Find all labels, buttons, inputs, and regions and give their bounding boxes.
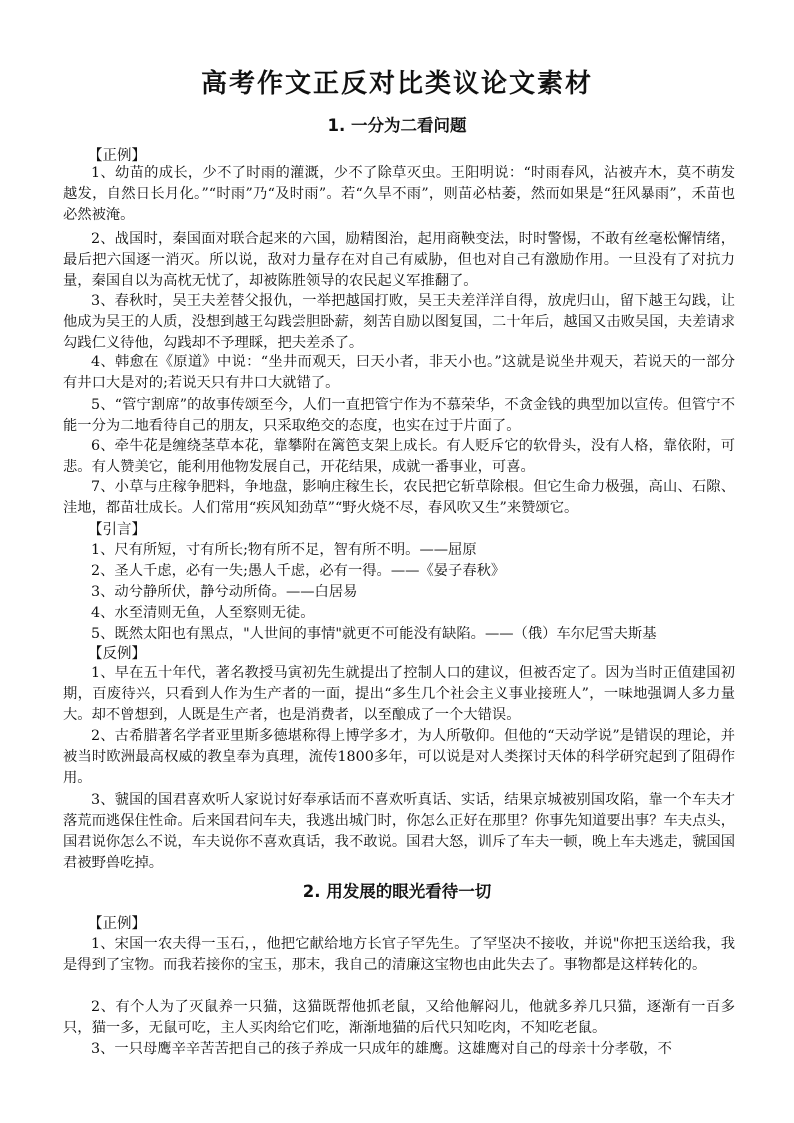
section-2-positive-paragraph: 2、有个人为了灭鼠养一只猫，这猫既帮他抓老鼠，又给他解闷儿，他就多养几只猫，逐渐有一百多只，猫一多，无鼠可吃，主人买肉给它们吃，渐渐地猫的后代只知吃肉，不知吃老鼠。: [63, 999, 735, 1036]
quote-item: 3、动兮静所伏，静兮动所倚。——白居易: [91, 584, 358, 600]
section-1-negative-paragraph: 2、古希腊著名学者亚里斯多德堪称得上博学多才，为人所敬仰。但他的“天动学说”是错误的理论，并被当时欧洲最高权威的教皇奉为真理，流传1800多年，可以说是对人类探讨天体的科学研究起到了阻碍作用。: [63, 728, 735, 786]
section-1-positive-paragraph: 7、小草与庄稼争肥料，争地盘，影响庄稼生长，农民把它斩草除根。但它生命力极强，高山、石隙、洼地，都苗壮成长。人们常用“疾风知劲草”“野火烧不尽，春风吹又生”来赞颂它。: [63, 479, 735, 516]
section-1-positive-paragraph: 5、“管宁割席”的故事传颂至今，人们一直把管宁作为不慕荣华，不贪金钱的典型加以宣传。但管宁不能一分为二地看待自己的朋友，只采取绝交的态度，也实在过于片面了。: [63, 397, 735, 434]
quote-item: 4、水至清则无鱼，人至察则无徒。: [91, 605, 315, 621]
section-1-negative-label: 【反例】: [88, 646, 146, 662]
section-2-positive-paragraph: 1、宋国一农夫得一玉石，，他把它献给地方长官子罕先生。了罕坚决不接收，并说"你把玉送给我，我是得到了宝物。而我若接你的宝玉，那末，我自己的清廉这宝物也由此失去了。事物都是这样转化的。: [63, 936, 735, 973]
section-1-positive-paragraph: 2、战国时，秦国面对联合起来的六国，励精图治，起用商鞅变法，时时警惕，不敢有丝毫松懈情绪，最后把六国逐一消灭。所以说，敌对力量存在对自己有威胁，但也对自己有激励作用。一旦没有了对抗力量，秦国自以为高枕无忧了，却被陈胜领导的农民起义军推翻了。: [63, 231, 735, 289]
section-1-positive-paragraph: 3、春秋时，吴王夫差替父报仇，一举把越国打败，吴王夫差洋洋自得，放虎归山，留下越王勾践，让他成为吴王的人质，没想到越王勾践尝胆卧薪，刻苦自励以图复国，二十年后，越国又击败吴国，夫差请求勾践仁义待他，勾践却不予理睬，把夫差杀了。: [63, 293, 735, 351]
section-1-negative-paragraph: 1、早在五十年代，著名教授马寅初先生就提出了控制人口的建议，但被否定了。因为当时正值建国初期，百废待兴，只看到人作为生产者的一面，提出“多生几个社会主义事业接班人”，一味地强调人多力量大。却不曾想到，人既是生产者，也是消费者，以至酿成了一个大错误。: [63, 665, 735, 723]
section-1-positive-label: 【正例】: [88, 148, 146, 164]
section-1-positive-paragraph: 4、韩愈在《原道》中说：“坐井而观天，曰天小者，非天小也。”这就是说坐井观天，若说天的一部分有井口大是对的;若说天只有井口大就错了。: [63, 354, 735, 391]
section-1-negative-paragraph: 3、虢国的国君喜欢听人家说讨好奉承话而不喜欢听真话、实话，结果京城被别国攻陷，靠一个车夫才落荒而逃保住性命。后来国君问车夫，我逃出城门时，你怎么正好在那里？你事先知道要出事？车夫点头，国君说你怎么不说，车夫说你不喜欢真话，我不敢说。国君大怒，训斥了车夫一顿，晚上车夫逃走，虢国国君被野兽吃掉。: [63, 792, 735, 871]
section-1-positive-paragraph: 1、幼苗的成长，少不了时雨的灌溉，少不了除草灭虫。王阳明说：“时雨春风，沾被卉木，莫不萌发越发，自然日长月化。”“时雨”乃“及时雨”。若“久旱不雨”，则苗必枯萎，然而如果是“狂风暴雨”，禾苗也必然被淹。: [63, 165, 735, 223]
section-1-quote-label: 【引言】: [88, 522, 146, 538]
quote-item: 1、尺有所短，寸有所长;物有所不足，智有所不明。——屈原: [91, 542, 477, 558]
document-title: 高考作文正反对比类议论文素材: [200, 69, 593, 99]
section-1-heading: 1. 一分为二看问题: [327, 116, 467, 135]
quote-item: 2、圣人千虑，必有一失;愚人千虑，必有一得。——《晏子春秋》: [91, 563, 506, 579]
section-2-heading: 2. 用发展的眼光看待一切: [302, 882, 492, 901]
section-1-positive-paragraph: 6、牵牛花是缠绕茎草本花，靠攀附在篱笆支架上成长。有人贬斥它的软骨头，没有人格，靠依附，可悲。有人赞美它，能利用他物发展自己，开花结果，成就一番事业，可喜。: [63, 438, 735, 475]
quote-item: 5、既然太阳也有黑点，"人世间的事情"就更不可能没有缺陷。——（俄）车尔尼雪夫斯基: [91, 626, 657, 642]
section-2-positive-paragraph: 3、一只母鹰辛辛苦苦把自己的孩子养成一只成年的雄鹰。这雄鹰对自己的母亲十分孝敬，不: [91, 1041, 672, 1057]
section-2-positive-label: 【正例】: [88, 916, 146, 932]
